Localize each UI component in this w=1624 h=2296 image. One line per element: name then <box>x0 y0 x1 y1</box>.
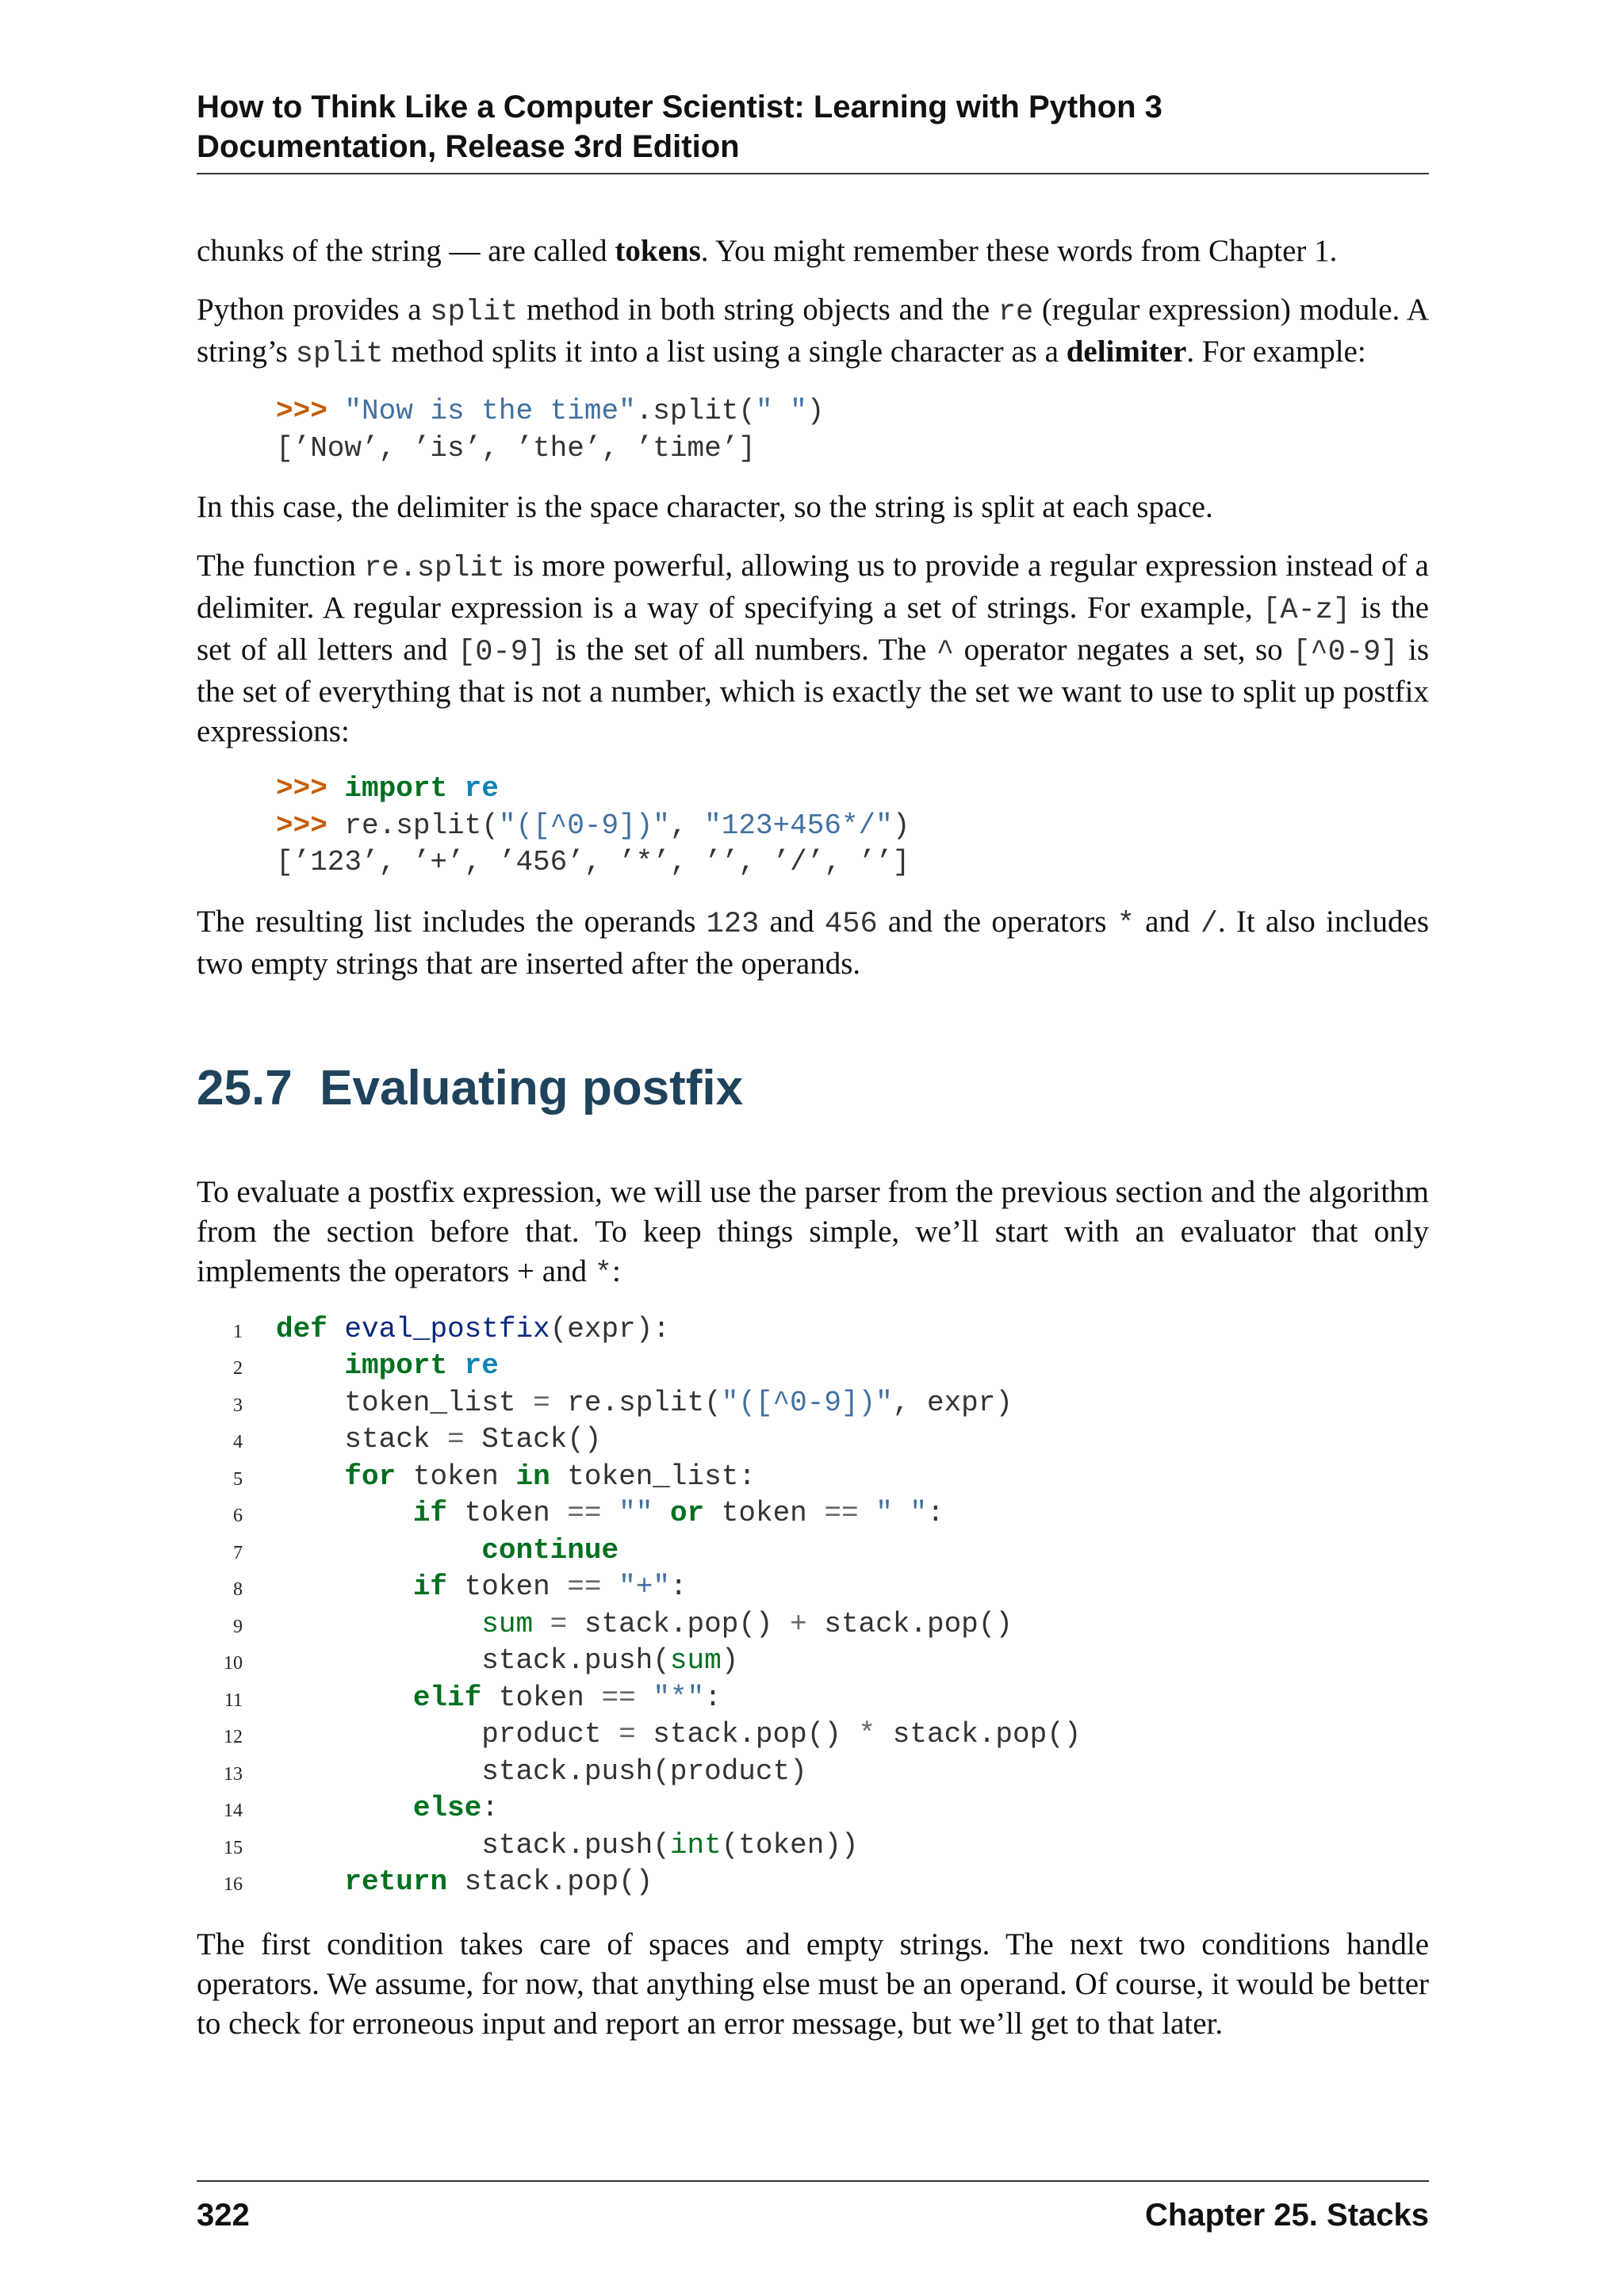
operator: * <box>858 1718 876 1751</box>
string-literal: ([^0-9]) <box>515 809 653 842</box>
string-literal: "Now is the time" <box>344 395 636 427</box>
inline-code: re.split <box>364 552 505 585</box>
code-text: , expr) <box>892 1386 1013 1419</box>
line-number: 6 <box>233 1506 243 1526</box>
code-listing-eval-postfix <box>197 1311 1429 1901</box>
line-numbers <box>197 1311 276 1901</box>
code-snippet-re-split <box>276 771 1429 882</box>
keyword: if <box>412 1571 448 1603</box>
term-tokens: tokens <box>615 234 701 268</box>
text: is the set of all numbers. The <box>546 633 936 667</box>
builtin: sum <box>669 1644 722 1677</box>
line-number: 4 <box>233 1432 243 1452</box>
line-number: 13 <box>224 1763 243 1785</box>
keyword: continue <box>481 1533 619 1567</box>
code-text: token <box>447 1571 568 1603</box>
inline-code: split <box>430 296 519 329</box>
code-snippet-split <box>276 393 1429 467</box>
indent <box>276 1644 481 1677</box>
module-name: re <box>464 1349 499 1382</box>
inline-code: ^ <box>936 636 955 669</box>
text: : <box>612 1253 621 1288</box>
line-number: 15 <box>224 1837 243 1858</box>
text: The resulting list includes the operands <box>197 904 707 939</box>
indent <box>276 1866 344 1898</box>
code-text: token <box>396 1460 516 1493</box>
prompt: >>> <box>276 395 345 427</box>
code-text: stack <box>344 1423 448 1456</box>
code-text: .split( <box>635 395 756 427</box>
text: and <box>759 904 825 939</box>
inline-code: 456 <box>825 907 878 941</box>
code-text: : <box>669 1571 688 1603</box>
string-literal: " <box>721 1386 739 1419</box>
text: The function <box>197 549 365 583</box>
line-number: 2 <box>233 1358 243 1379</box>
inline-code: 123 <box>706 907 760 941</box>
string-literal: " <box>875 1386 893 1419</box>
paragraph-resulting-list <box>197 902 1429 984</box>
indent <box>276 1608 481 1640</box>
line-number: 7 <box>233 1542 243 1563</box>
string-literal: " " <box>875 1497 928 1529</box>
code-text: token_list <box>344 1386 534 1419</box>
string-literal: "*" <box>653 1681 705 1714</box>
code-text: ) <box>892 809 910 842</box>
code-text: Stack() <box>464 1423 602 1456</box>
inline-code: [0-9] <box>458 636 546 669</box>
header-title-line-2: Documentation, Release 3rd Edition <box>197 129 740 164</box>
text: (regular expression) module. A string’s <box>197 293 1429 369</box>
keyword: for <box>344 1460 396 1493</box>
text: . It also includes two empty strings that are inserted after the operands. <box>197 904 1429 981</box>
indent <box>276 1718 481 1751</box>
indent <box>276 1571 413 1603</box>
code-text: : <box>927 1497 944 1529</box>
section-number: 25.7 <box>197 1060 293 1115</box>
code-text: token <box>447 1497 568 1529</box>
term-delimiter: delimiter <box>1066 335 1187 369</box>
inline-code: split <box>295 338 384 371</box>
code-text: stack.pop() <box>567 1607 791 1640</box>
line-number: 16 <box>224 1874 243 1895</box>
line-number: 3 <box>233 1395 243 1416</box>
operator: = <box>447 1423 465 1456</box>
paragraph-evaluate-intro <box>197 1173 1429 1294</box>
prompt: >>> <box>276 772 345 805</box>
code-text: stack.push( <box>481 1828 670 1862</box>
text: is the set of all letters and <box>197 591 1429 667</box>
line-number: 5 <box>233 1468 243 1490</box>
line-number: 1 <box>233 1321 243 1342</box>
inline-code: / <box>1200 907 1218 941</box>
builtin: int <box>669 1828 722 1862</box>
prompt: >>> <box>276 809 345 842</box>
module-name: re <box>464 772 499 805</box>
operator: = <box>533 1386 550 1419</box>
code-text: : <box>481 1792 499 1824</box>
section-heading <box>197 1057 1429 1120</box>
inline-code: [^0-9] <box>1293 636 1399 669</box>
keyword: elif <box>412 1681 482 1714</box>
line-number: 14 <box>224 1800 243 1821</box>
paragraph-conditions: The first condition takes care of spaces and empty strings. The next two conditions handle operators. We assume, for now, that anything else must be an operand. Of course, it would be better to check for erroneous input and report an error message, but we’ll get to that later. <box>197 1927 1429 2041</box>
code-text: ) <box>806 395 825 427</box>
code-text: stack.push( <box>481 1644 670 1677</box>
code-text: stack.pop() <box>875 1718 1082 1751</box>
code-output: [’Now’, ’is’, ’the’, ’time’] <box>276 431 756 465</box>
paragraph-tokens <box>197 232 1429 271</box>
operator: = <box>619 1718 636 1751</box>
page <box>197 87 1429 2275</box>
text: To evaluate a postfix expression, we will use the parser from the previous section and the algorithm from the section before that. To keep things simple, we’ll start with an evaluator that only implements the operators + and <box>197 1174 1429 1288</box>
text: method in both string objects and the <box>518 293 998 327</box>
string-literal: "" <box>619 1497 653 1529</box>
string-literal: " <box>498 809 516 842</box>
code-text: product <box>481 1718 619 1751</box>
code-text: token <box>704 1497 825 1529</box>
code-text: re.split( <box>344 809 499 842</box>
string-literal: "+" <box>619 1571 670 1603</box>
line-number: 9 <box>233 1616 243 1637</box>
inline-code: * <box>594 1257 613 1291</box>
indent <box>276 1460 344 1493</box>
text: . For example: <box>1186 335 1366 369</box>
page-number: 322 <box>197 2198 250 2233</box>
text: operator negates a set, so <box>954 633 1293 667</box>
indent <box>276 1792 413 1824</box>
string-literal: " <box>653 809 670 842</box>
keyword: if <box>412 1497 448 1529</box>
operator: == <box>601 1681 636 1714</box>
code-text: : <box>704 1681 722 1714</box>
line-number: 12 <box>224 1727 243 1747</box>
code-text: stack.pop() <box>447 1866 653 1898</box>
line-number: 10 <box>224 1653 243 1674</box>
keyword: or <box>669 1497 705 1529</box>
chapter-title: Chapter 25. Stacks <box>1145 2198 1429 2233</box>
code-text: , <box>669 809 705 842</box>
indent <box>276 1387 344 1419</box>
indent <box>276 1682 413 1714</box>
keyword: else <box>412 1792 482 1824</box>
operator: == <box>824 1497 859 1529</box>
code-text: stack.pop() <box>806 1607 1013 1640</box>
code-lines <box>276 1311 1081 1901</box>
running-header <box>197 87 1429 174</box>
running-footer <box>197 2180 1429 2233</box>
line-number: 8 <box>233 1579 243 1600</box>
operator: == <box>567 1571 602 1603</box>
code-text: stack.push(product) <box>481 1755 807 1788</box>
code-text: ) <box>721 1644 739 1677</box>
string-literal: ([^0-9]) <box>738 1386 876 1419</box>
text: is more powerful, allowing us to provide a regular expression instead of a delimiter. A regular expression is a way of specifying a set of strings. For example, <box>197 549 1429 625</box>
keyword: in <box>515 1460 550 1493</box>
builtin: sum <box>481 1607 534 1640</box>
code-output: [’123’, ’+’, ’456’, ’*’, ’’, ’/’, ’’] <box>276 846 910 878</box>
paragraph-split <box>197 290 1429 374</box>
code-text: (token)) <box>721 1828 859 1862</box>
line-number: 11 <box>224 1689 243 1711</box>
text: and <box>1134 904 1201 939</box>
code-text: token_list: <box>550 1460 756 1493</box>
function-name: eval_postfix <box>344 1312 550 1345</box>
keyword: return <box>344 1866 448 1898</box>
inline-code: [A-z] <box>1262 594 1351 627</box>
indent <box>276 1349 344 1382</box>
operator: == <box>567 1497 602 1529</box>
keyword: def <box>276 1312 327 1345</box>
text: and the operators <box>877 904 1117 939</box>
code-text: token <box>481 1681 602 1714</box>
code-text: re.split( <box>550 1386 722 1419</box>
inline-code: re <box>998 296 1034 329</box>
section-title: Evaluating postfix <box>320 1060 744 1115</box>
text: . You might remember these words from Chapter 1. <box>700 234 1338 268</box>
indent <box>276 1755 481 1788</box>
operator: = <box>550 1607 568 1640</box>
code-text: (expr): <box>550 1312 670 1345</box>
operator: + <box>790 1607 807 1640</box>
string-literal: "123+456*/" <box>704 809 893 842</box>
text: is the set of everything that is not a number, which is exactly the set we want to use to split up postfix expressions: <box>197 633 1430 748</box>
text: method splits it into a list using a single character as a <box>383 335 1067 369</box>
paragraph-re-split <box>197 546 1429 752</box>
keyword: import <box>344 772 448 805</box>
paragraph-delimiter-space: In this case, the delimiter is the space character, so the string is split at each space. <box>197 490 1213 524</box>
code-text: stack.pop() <box>635 1718 859 1751</box>
indent <box>276 1423 344 1456</box>
inline-code: * <box>1116 907 1135 941</box>
indent <box>276 1534 481 1567</box>
text: Python provides a <box>197 293 431 327</box>
text: chunks of the string — are called <box>197 234 615 268</box>
indent <box>276 1497 413 1529</box>
string-literal: " " <box>755 395 807 427</box>
header-title-line-1: How to Think Like a Computer Scientist: Learning with Python 3 <box>197 90 1162 124</box>
indent <box>276 1829 481 1862</box>
keyword: import <box>344 1349 448 1382</box>
